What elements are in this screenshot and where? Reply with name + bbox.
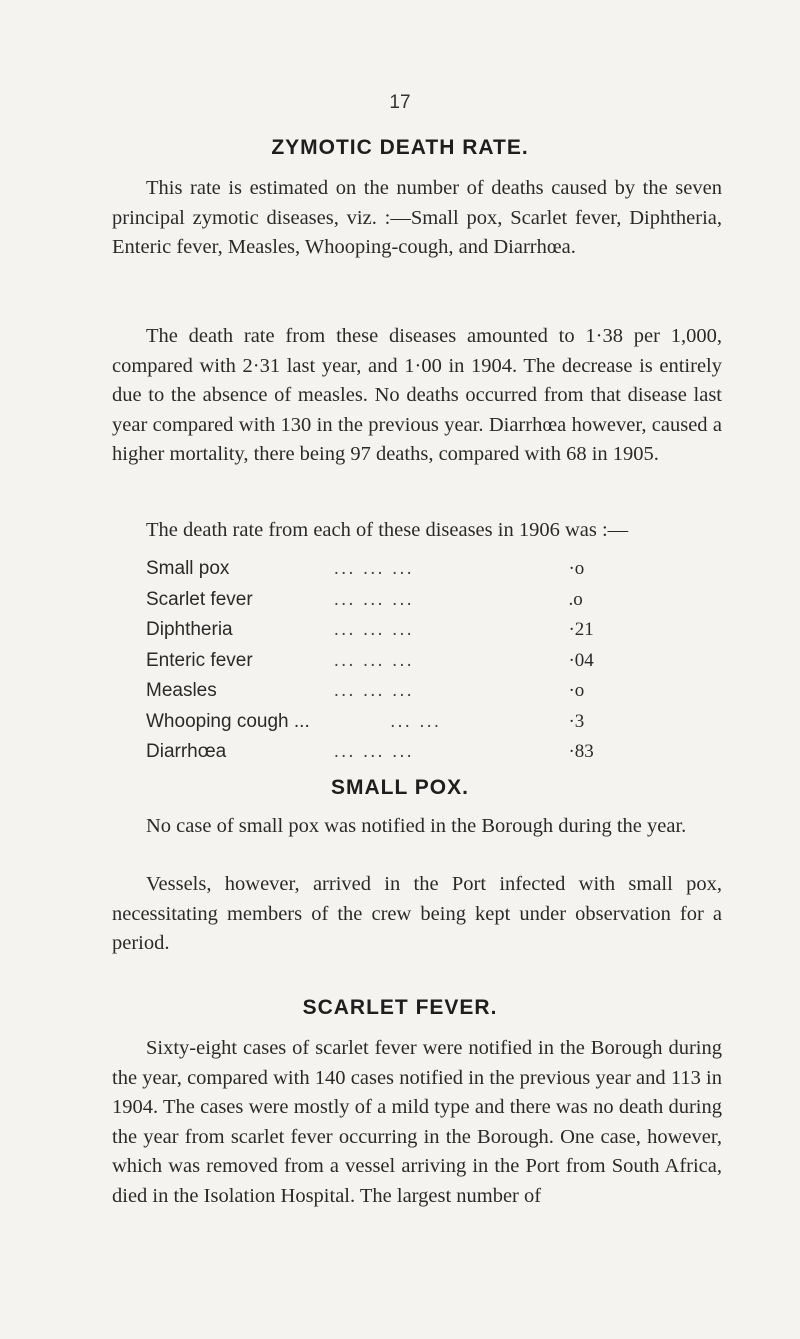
rate-row-diphtheria bbox=[146, 615, 606, 646]
rate-leader-dots: ... ... ... bbox=[333, 649, 414, 671]
rate-row-small-pox bbox=[146, 554, 606, 585]
rate-row-scarlet-fever bbox=[146, 585, 606, 616]
rate-row-diarrhoea bbox=[146, 737, 606, 768]
zymotic-paragraph-1: This rate is estimated on the number of deaths caused by the seven principal zymotic diseases, viz. :—Small pox, Scarlet fever, Diphtheria, Enteric fever, Measles, Whooping-cough, and Diarrhœa. bbox=[112, 177, 722, 259]
scarlet-fever-heading: SCARLET FEVER. bbox=[302, 996, 498, 1019]
rate-leader-dots: ... ... bbox=[390, 710, 442, 732]
rate-value: ·21 bbox=[568, 619, 594, 640]
rate-disease-name: Diarrhœa bbox=[146, 741, 227, 762]
rate-value: ·04 bbox=[568, 649, 594, 671]
zymotic-heading: ZYMOTIC DEATH RATE. bbox=[271, 136, 529, 159]
rate-leader-dots: ... ... ... bbox=[333, 588, 414, 610]
rate-row-whooping-cough bbox=[146, 707, 606, 738]
death-rate-list bbox=[146, 554, 606, 768]
rate-leader-dots: ... ... ... bbox=[333, 619, 414, 640]
small-pox-paragraph-2: Vessels, however, arrived in the Port infected with small pox, necessitating members of the crew being kept under observation for a period. bbox=[112, 873, 722, 955]
rate-disease-name: Diphtheria bbox=[146, 619, 233, 640]
rate-row-enteric-fever bbox=[146, 646, 606, 677]
page-number: 17 bbox=[389, 92, 411, 113]
rate-leader-dots: ... ... ... bbox=[333, 558, 414, 579]
rate-row-measles bbox=[146, 676, 606, 707]
rate-disease-name: Scarlet fever bbox=[146, 588, 253, 610]
rate-leader-dots: ... ... ... bbox=[333, 680, 414, 701]
rate-disease-name: Enteric fever bbox=[146, 649, 253, 671]
rate-value: ·3 bbox=[568, 710, 585, 732]
rate-disease-name: Whooping cough ... bbox=[146, 710, 310, 732]
rate-leader-dots: ... ... ... bbox=[333, 741, 414, 762]
zymotic-paragraph-2: The death rate from these diseases amounted to 1·38 per 1,000, compared with 2·31 last year, and 1·00 in 1904. The decrease is entirely due to the absence of measles. No deaths occurred from that disease last year compared with 130 in the previous year. Diarrhœa however, caused a higher mortality, there being 97 deaths, compared with 68 in 1905. bbox=[112, 325, 722, 466]
rate-value: ·o bbox=[568, 680, 585, 701]
rate-disease-name: Small pox bbox=[146, 558, 230, 579]
rate-value: .o bbox=[568, 588, 583, 610]
rate-value: ·83 bbox=[568, 741, 594, 762]
rate-disease-name: Measles bbox=[146, 680, 217, 701]
scarlet-fever-paragraph-1: Sixty-eight cases of scarlet fever were notified in the Borough during the year, compared with 140 cases notified in the previous year and 113 in 1904. The cases were mostly of a mild type and there was no death during the year from scarlet fever occurring in the Borough. One case, however, which was removed from a vessel arriving in the Port from South Africa, died in the Isolation Hospital. The largest number of bbox=[112, 1037, 722, 1207]
zymotic-paragraph-3: The death rate from each of these diseases in 1906 was :— bbox=[146, 519, 629, 541]
small-pox-heading: SMALL POX. bbox=[331, 776, 469, 799]
rate-value: ·o bbox=[568, 558, 585, 579]
small-pox-paragraph-1: No case of small pox was notified in the Borough during the year. bbox=[146, 815, 687, 837]
